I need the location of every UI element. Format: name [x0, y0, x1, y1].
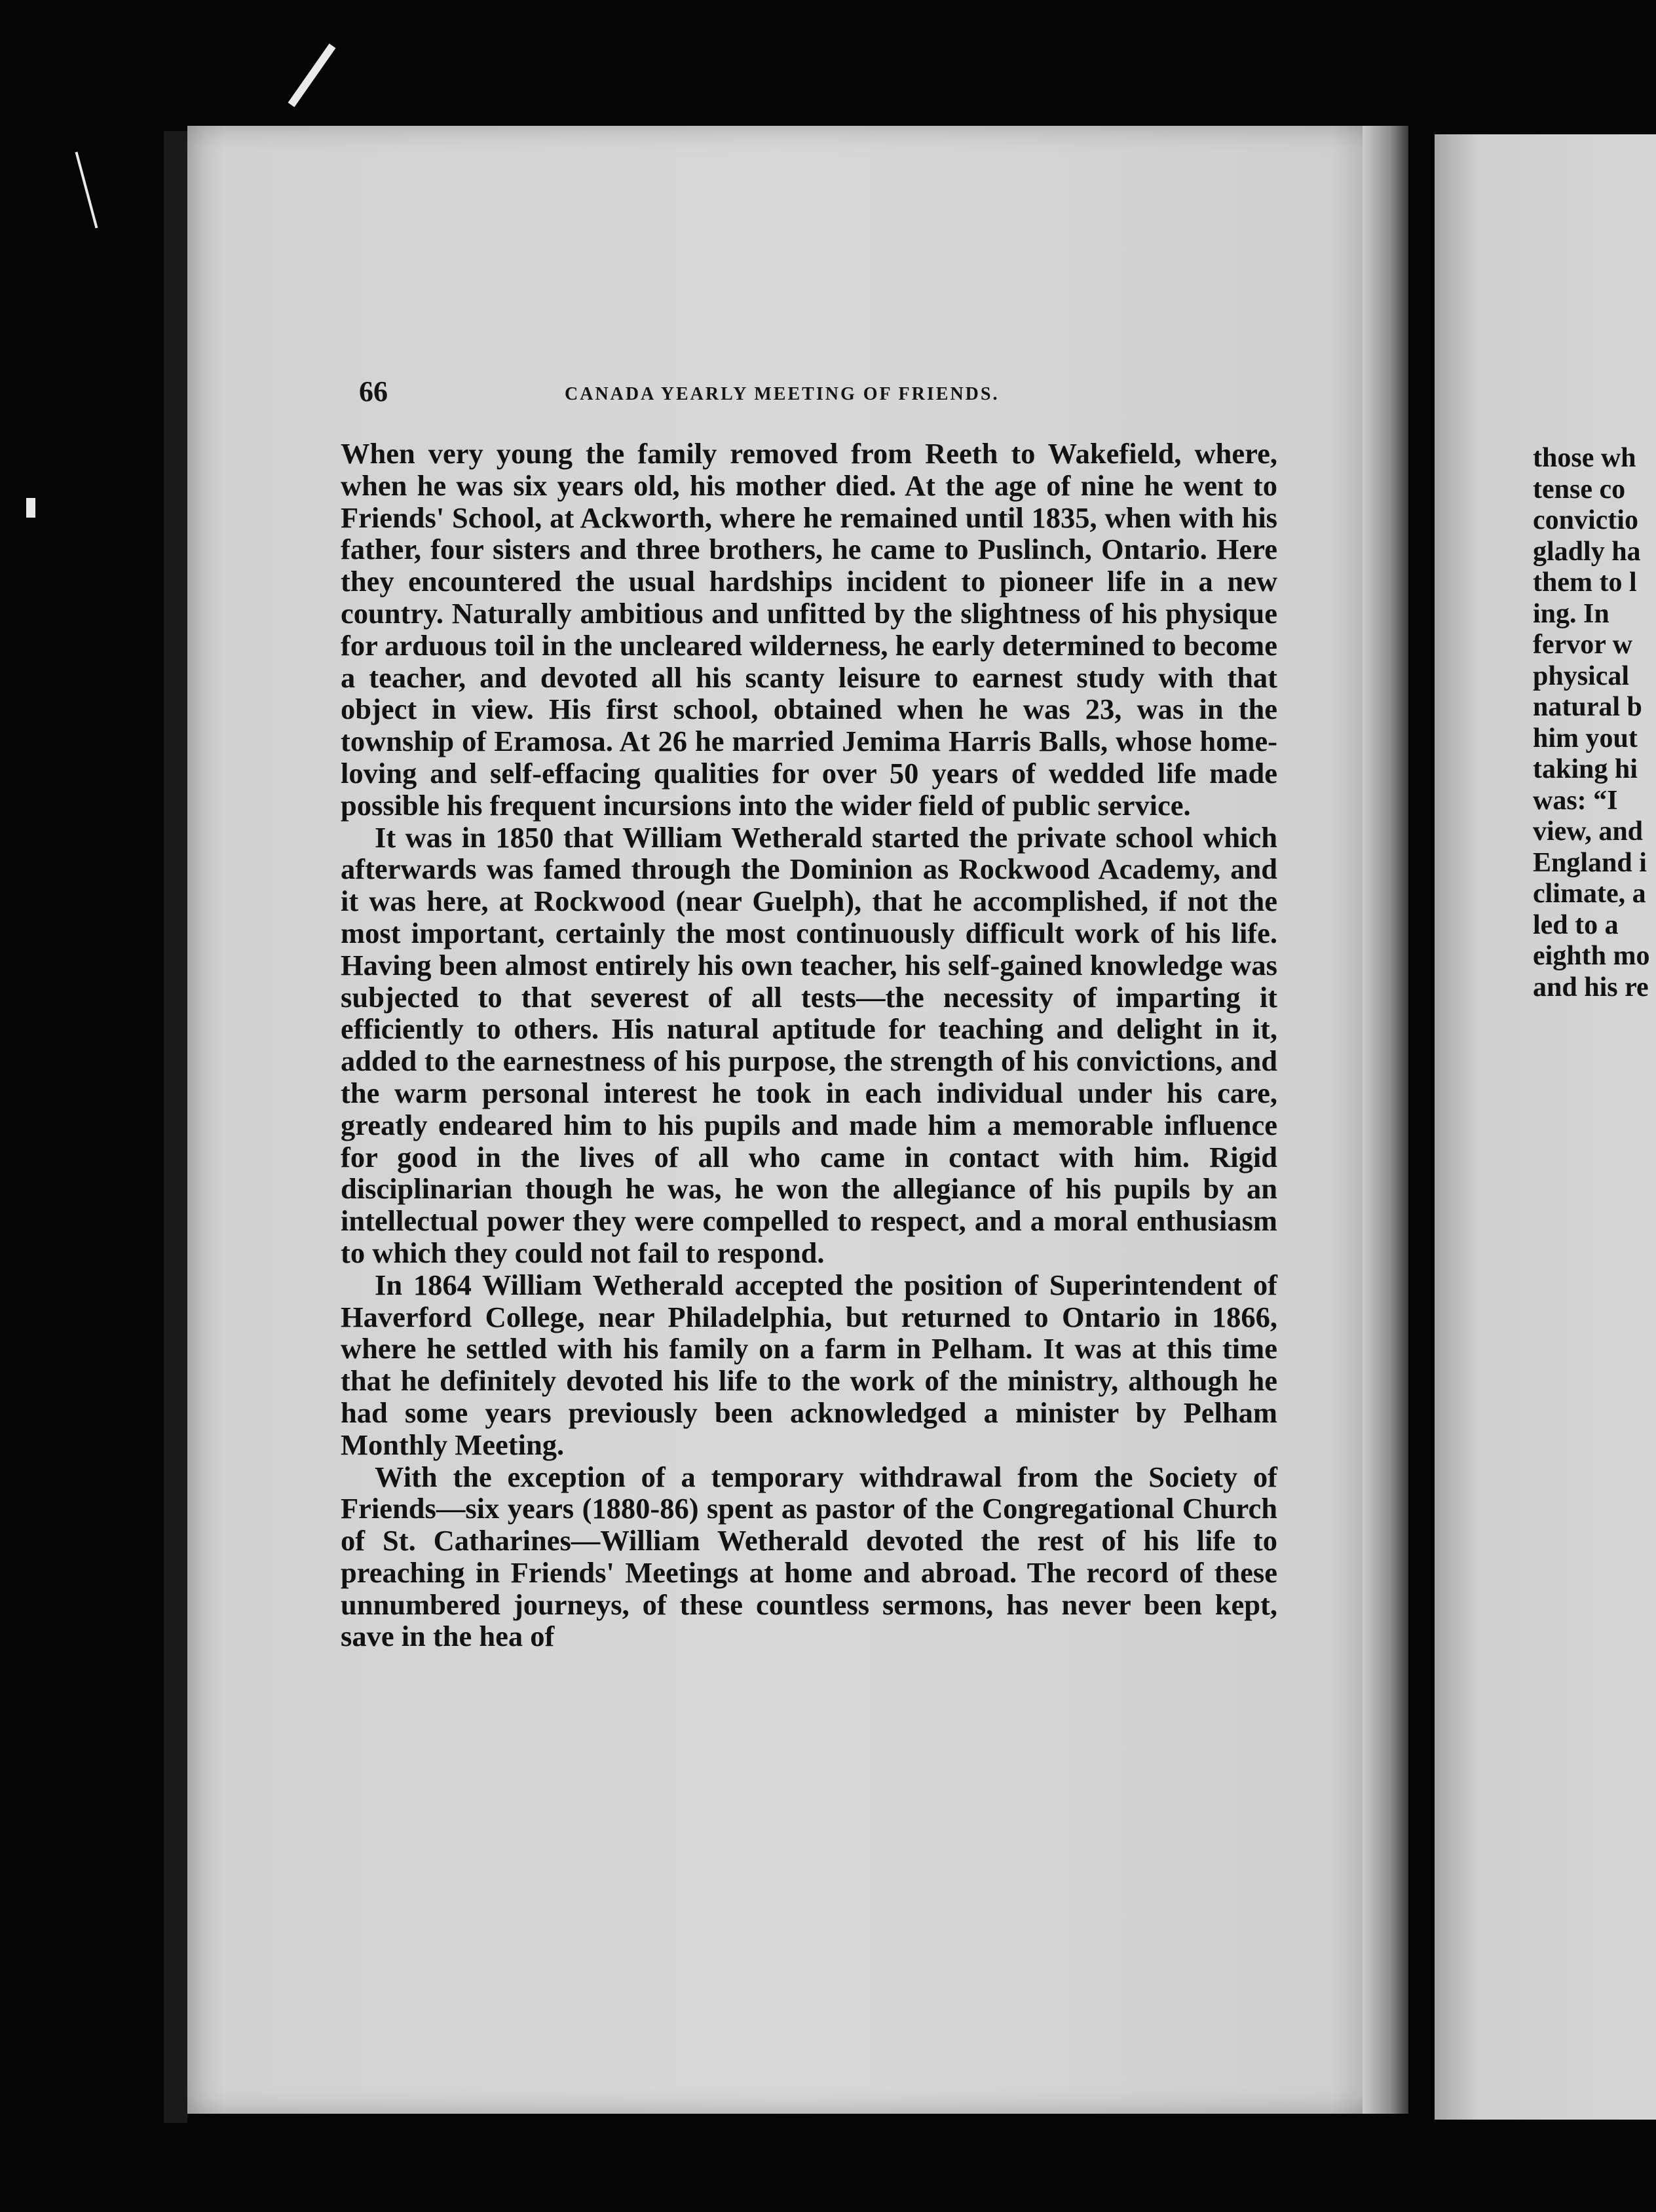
- facing-page-text: [1533, 443, 1650, 1003]
- facing-line: was: “I: [1533, 785, 1618, 816]
- scan-artifact: [288, 44, 336, 107]
- facing-line: them to l: [1533, 567, 1637, 598]
- scan-artifact: [75, 152, 98, 229]
- facing-line: eighth mo: [1533, 941, 1650, 971]
- page-gap: [1408, 98, 1435, 2136]
- page-number: 66: [359, 375, 388, 408]
- facing-line: and his re: [1533, 972, 1649, 1002]
- facing-line: climate, a: [1533, 879, 1646, 909]
- facing-line: England i: [1533, 847, 1647, 878]
- paragraph: When very young the family removed from Reeth to Wakefield, where, when he was six years old, his mother died. At the age of nine he went to Friends' School, at Ackworth, where he remained until 1835, when with his father, four sisters and three brothers, he came to Puslinch, Ontario. Here they encountered the usual hardships incident to pioneer life in a new country. Naturally ambitious and unfitted by the slightness of his physique for arduous toil in the uncleared wilderness, he early determined to become a teacher, and devoted all his scanty leisure to earnest study with that object in view. His first school, obtained when he was 23, was in the township of Eramosa. At 26 he married Jemima Harris Balls, whose home-loving and self-effacing qualities for over 50 years of wedded life made possible his frequent incursions into the wider field of public service.: [341, 437, 1277, 822]
- facing-line: convictio: [1533, 505, 1638, 535]
- facing-page: [1435, 134, 1656, 2120]
- facing-line: gladly ha: [1533, 536, 1641, 567]
- paragraph: In 1864 William Wetherald accepted the position of Superintendent of Haverford College, near Philadelphia, but returned to Ontario in 1866, where he settled with his family on a farm in Pelham. It was at this time that he definitely devoted his life to the work of the ministry, although he had some years previously been acknowledged a minister by Pelham Monthly Meeting.: [341, 1268, 1277, 1461]
- facing-line: ing. In: [1533, 598, 1609, 629]
- running-title: CANADA YEARLY MEETING OF FRIENDS.: [565, 384, 1000, 404]
- facing-line: taking hi: [1533, 754, 1638, 784]
- paragraph: With the exception of a temporary withdrawal from the Society of Friends—six years (1880-86) spent as pastor of the Congregational Church of St. Catharines—William Wetherald devoted the rest of his life to preaching in Friends' Meetings at home and abroad. The record of these unnumbered journeys, of these countless sermons, has never been kept, save in the hea of: [341, 1460, 1277, 1653]
- facing-line: view, and: [1533, 816, 1644, 847]
- facing-line: tense co: [1533, 474, 1626, 505]
- book-left-edge: [164, 131, 187, 2123]
- book-gutter: [1363, 126, 1408, 2114]
- scan-artifact: [26, 498, 35, 518]
- page-header: [359, 375, 1289, 414]
- facing-line: fervor w: [1533, 630, 1632, 660]
- facing-line: natural b: [1533, 692, 1642, 722]
- facing-line: led to a: [1533, 909, 1619, 940]
- facing-line: him yout: [1533, 723, 1638, 753]
- facing-line: those wh: [1533, 443, 1636, 473]
- facing-line: physical: [1533, 660, 1630, 691]
- paragraph: It was in 1850 that William Wetherald started the private school which afterwards was famed through the Dominion as Rockwood Academy, and it was here, at Rockwood (near Guelph), that he accomplished, if not the most important, certainly the most continuously difficult work of his life. Having been almost entirely his own teacher, his self-gained knowledge was subjected to that severest of all tests—the necessity of imparting it efficiently to others. His natural aptitude for teaching and delight in it, added to the earnestness of his purpose, the strength of his convictions, and the warm personal interest he took in each individual under his care, greatly endeared him to his pupils and made him a memorable influence for good in the lives of all who came in contact with him. Rigid disciplinarian though he was, he won the allegiance of his pupils by an intellectual power they were compelled to respect, and a moral enthusiasm to which they could not fail to respond.: [341, 820, 1277, 1269]
- page-body: [341, 438, 1277, 1652]
